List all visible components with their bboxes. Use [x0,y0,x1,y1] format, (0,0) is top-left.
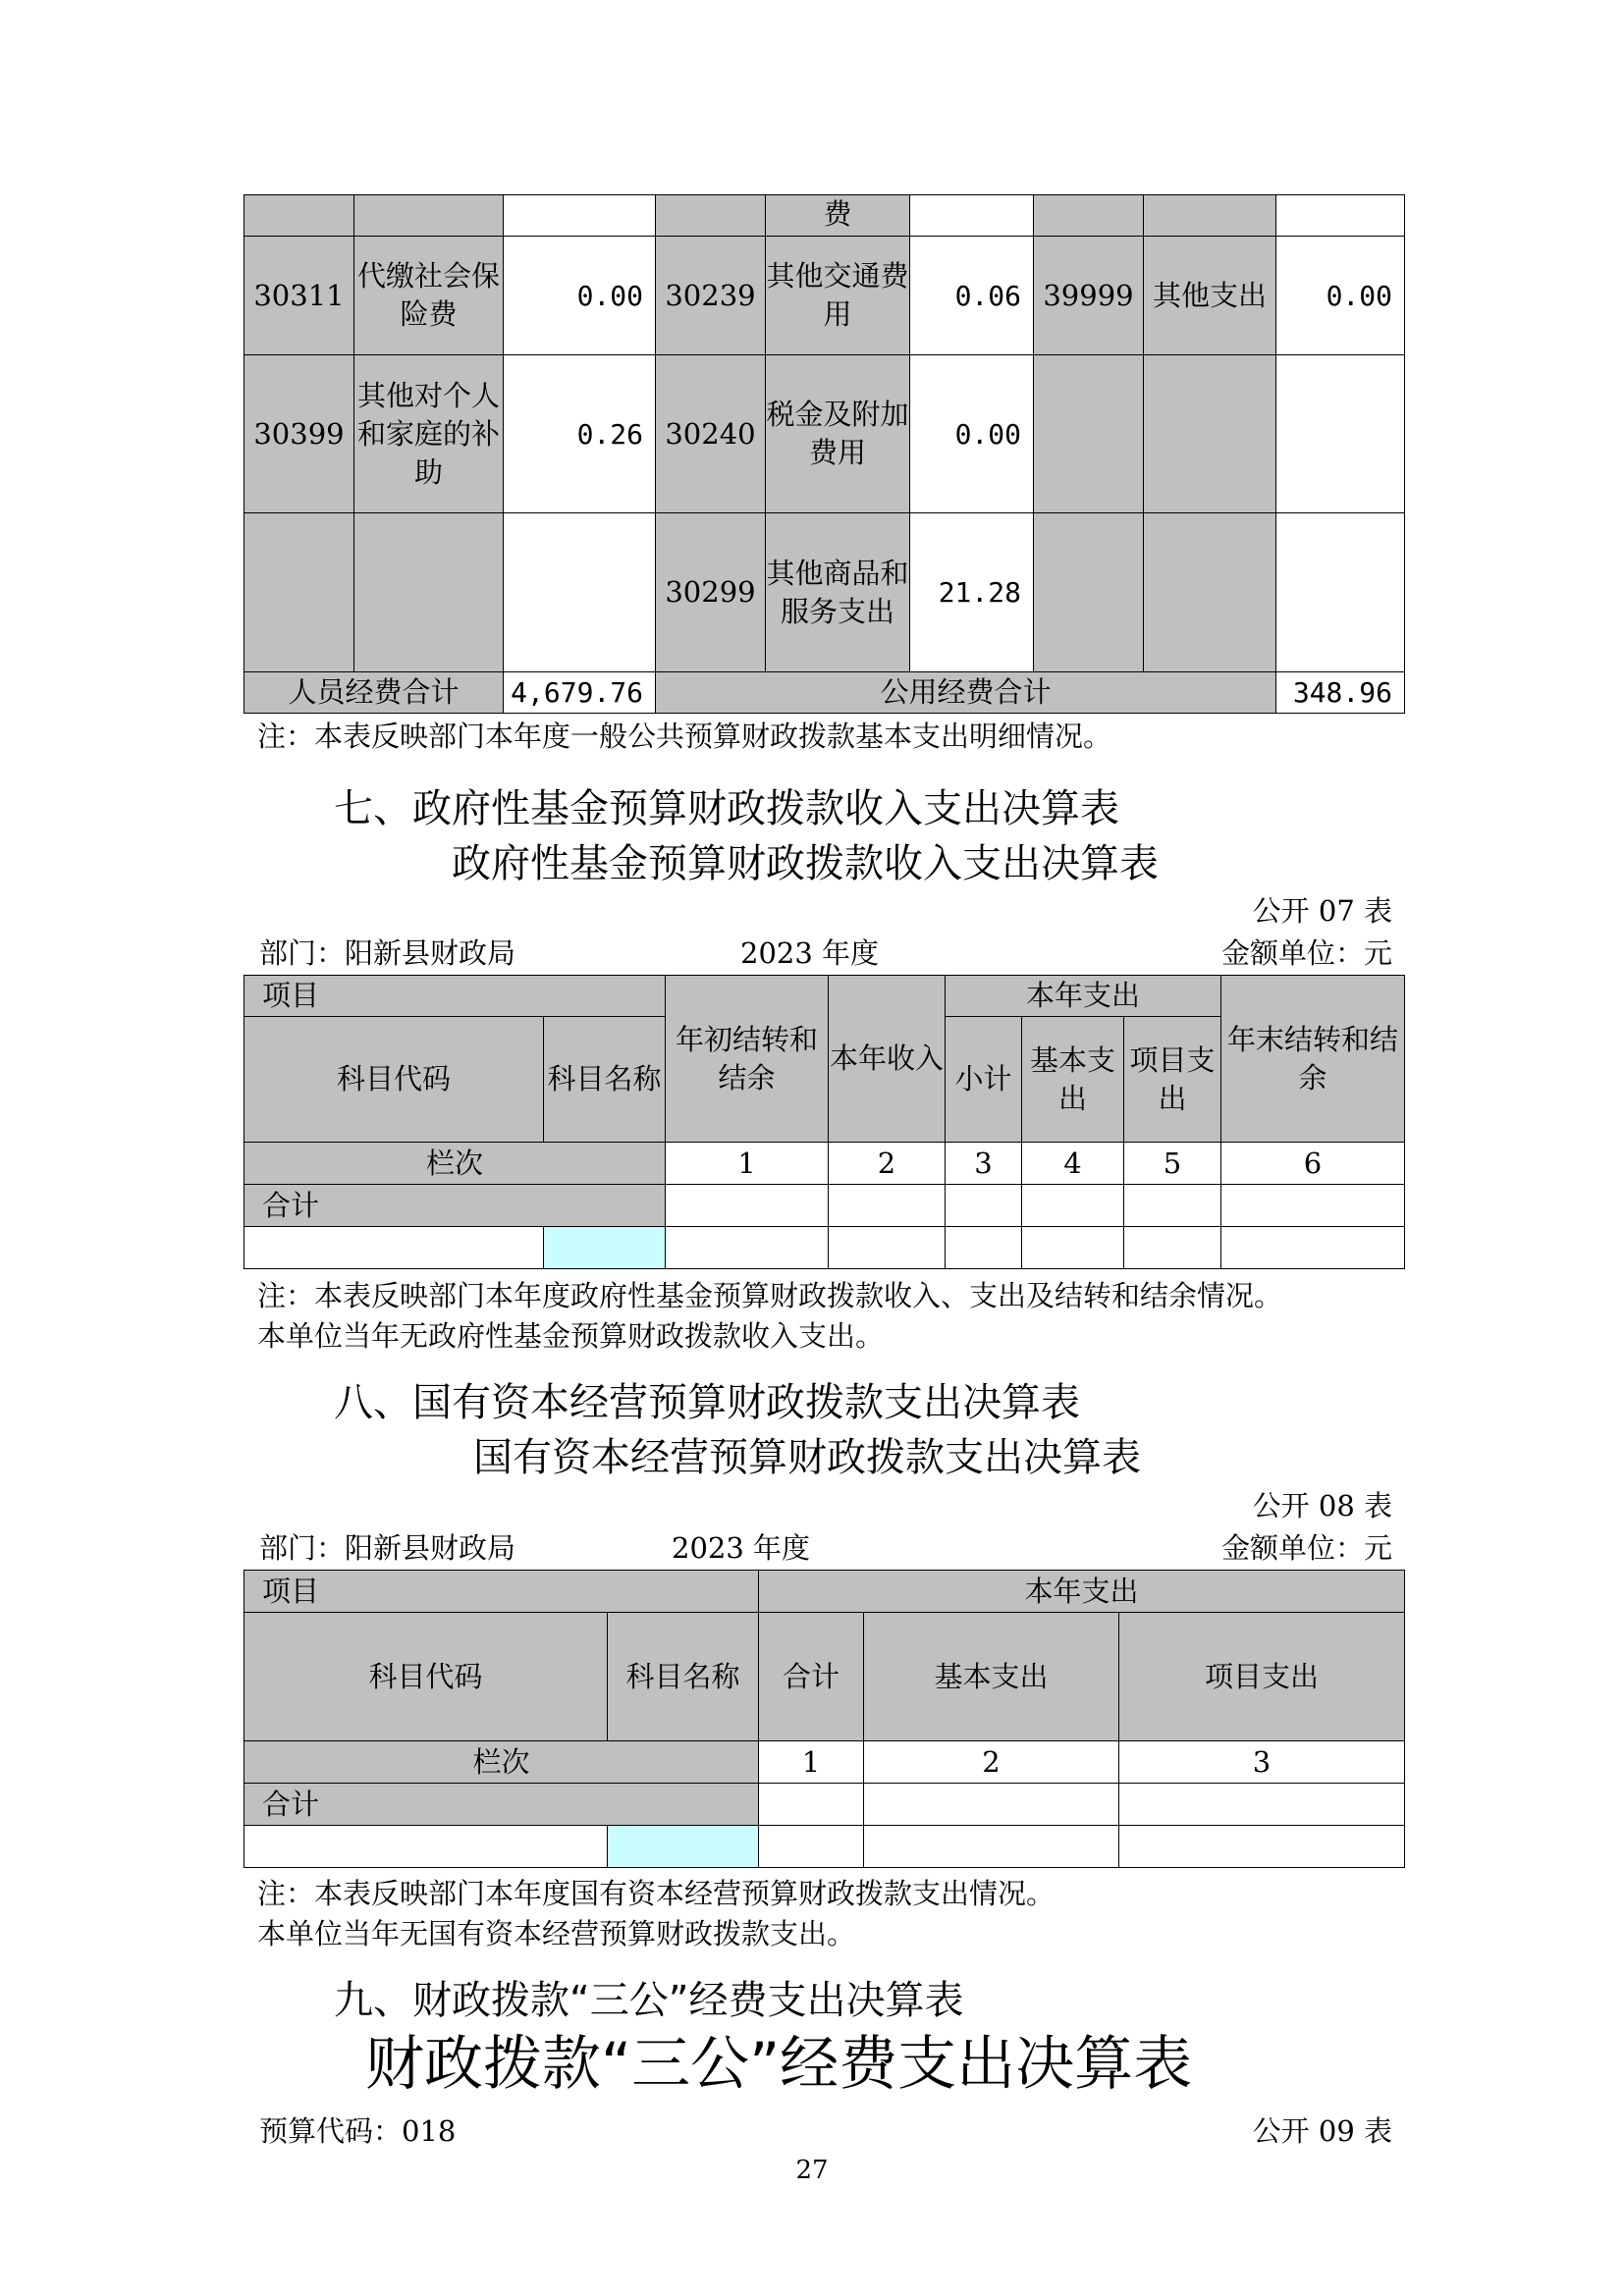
table-title: 政府性基金预算财政拨款收入支出决算表 [452,841,1159,886]
data-cell [1221,1227,1405,1269]
table-note: 注：本表反映部门本年度国有资本经营预算财政拨款支出情况。 [257,1877,1056,1910]
econ-code-cell: 30399 [244,355,354,513]
header-subtotal: 小计 [946,1017,1022,1143]
column-index: 3 [1119,1741,1405,1784]
personnel-total-label: 人员经费合计 [244,672,504,714]
amount-cell: 21.28 [910,513,1034,672]
amount-cell: 0.00 [504,237,656,355]
econ-name-cell: 税金及附加费用 [766,355,910,513]
page-number: 27 [795,2156,829,2185]
total-cell [1221,1185,1405,1227]
data-cell [829,1227,946,1269]
table-total-row [244,672,1405,714]
column-index: 2 [829,1143,946,1185]
column-index: 2 [864,1741,1119,1784]
econ-code-cell [244,195,354,237]
table-note: 注：本表反映部门本年度政府性基金预算财政拨款收入、支出及结转和结余情况。 [257,1279,1283,1312]
econ-name-cell [1144,355,1276,513]
total-cell [759,1784,864,1826]
total-label: 合计 [244,1784,759,1826]
amount-cell [1276,355,1405,513]
data-cell [244,1227,544,1269]
table-row [244,355,1405,513]
fiscal-year: 2023 年度 [672,1531,811,1565]
total-cell [864,1784,1119,1826]
public-total-value: 348.96 [1276,672,1405,714]
section-heading: 八、国有资本经营预算财政拨款支出决算表 [334,1380,1080,1425]
econ-name-cell [1144,513,1276,672]
data-cell [1124,1227,1221,1269]
table-note: 注：本表反映部门本年度一般公共预算财政拨款基本支出明细情况。 [257,720,1112,753]
data-cell [666,1227,829,1269]
column-index-label: 栏次 [244,1741,759,1784]
form-number: 公开 07 表 [1252,894,1392,928]
header-total: 合计 [759,1613,864,1741]
amount-cell: 0.06 [910,237,1034,355]
econ-name-cell: 其他商品和服务支出 [766,513,910,672]
header-income: 本年收入 [829,976,946,1143]
amount-cell: 0.00 [1276,237,1405,355]
department-label: 部门：阳新县财政局 [259,1531,516,1565]
header-closing-balance: 年末结转和结余 [1221,976,1405,1143]
total-cell [1124,1185,1221,1227]
amount-cell [504,195,656,237]
column-index: 6 [1221,1143,1405,1185]
total-cell [946,1185,1022,1227]
column-index: 3 [946,1143,1022,1185]
expenditure-detail-table [244,194,1405,714]
section-heading: 九、财政拨款“三公”经费支出决算表 [334,1978,964,2023]
header-basic: 基本支出 [1022,1017,1124,1143]
table-note: 本单位当年无政府性基金预算财政拨款收入支出。 [257,1319,885,1353]
econ-code-cell [1034,195,1144,237]
econ-code-cell [1034,513,1144,672]
data-cell [608,1826,759,1868]
gov-fund-table [244,975,1405,1269]
table-row [244,513,1405,672]
econ-name-cell: 其他对个人和家庭的补助 [354,355,504,513]
amount-cell: 0.00 [910,355,1034,513]
amount-cell [1276,513,1405,672]
budget-code: 预算代码：018 [259,2114,457,2148]
header-spending: 本年支出 [759,1571,1405,1613]
econ-code-cell: 30239 [656,237,766,355]
table-row [244,195,1405,237]
data-cell [759,1826,864,1868]
data-cell [1022,1227,1124,1269]
econ-name-cell [1144,195,1276,237]
table-title: 国有资本经营预算财政拨款支出决算表 [473,1435,1141,1480]
column-index: 1 [666,1143,829,1185]
currency-unit: 金额单位：元 [1220,936,1392,970]
table-note: 本单位当年无国有资本经营预算财政拨款支出。 [257,1917,856,1950]
column-index: 5 [1124,1143,1221,1185]
amount-cell: 0.26 [504,355,656,513]
econ-name-cell: 费 [766,195,910,237]
header-code: 科目代码 [244,1017,544,1143]
econ-name-cell [354,195,504,237]
header-basic: 基本支出 [864,1613,1119,1741]
total-cell [666,1185,829,1227]
econ-code-cell: 30299 [656,513,766,672]
department-label: 部门：阳新县财政局 [259,936,516,970]
header-name: 科目名称 [608,1613,759,1741]
data-cell [1119,1826,1405,1868]
econ-code-cell: 30311 [244,237,354,355]
section-heading: 七、政府性基金预算财政拨款收入支出决算表 [334,786,1119,831]
econ-name-cell: 代缴社会保险费 [354,237,504,355]
header-item: 项目 [244,1571,759,1613]
header-opening-balance: 年初结转和结余 [666,976,829,1143]
column-index: 4 [1022,1143,1124,1185]
table-row [244,237,1405,355]
header-project: 项目支出 [1124,1017,1221,1143]
econ-name-cell: 其他交通费用 [766,237,910,355]
column-index: 1 [759,1741,864,1784]
amount-cell [1276,195,1405,237]
data-cell [544,1227,666,1269]
total-label: 合计 [244,1185,666,1227]
amount-cell [910,195,1034,237]
econ-code-cell: 39999 [1034,237,1144,355]
header-name: 科目名称 [544,1017,666,1143]
currency-unit: 金额单位：元 [1220,1531,1392,1565]
total-cell [1119,1784,1405,1826]
econ-code-cell [1034,355,1144,513]
total-cell [829,1185,946,1227]
header-spending: 本年支出 [946,976,1221,1017]
econ-code-cell [656,195,766,237]
personnel-total-value: 4,679.76 [504,672,656,714]
column-index-label: 栏次 [244,1143,666,1185]
econ-name-cell [354,513,504,672]
fiscal-year: 2023 年度 [740,936,880,970]
header-project: 项目支出 [1119,1613,1405,1741]
form-number: 公开 08 表 [1252,1489,1392,1522]
data-cell [946,1227,1022,1269]
amount-cell [504,513,656,672]
econ-name-cell: 其他支出 [1144,237,1276,355]
public-total-label: 公用经费合计 [656,672,1276,714]
econ-code-cell: 30240 [656,355,766,513]
table-title: 财政拨款“三公”经费支出决算表 [365,2030,1193,2099]
state-capital-table [244,1570,1405,1868]
form-number: 公开 09 表 [1252,2114,1392,2148]
total-cell [1022,1185,1124,1227]
header-code: 科目代码 [244,1613,608,1741]
header-item: 项目 [244,976,666,1017]
data-cell [244,1826,608,1868]
data-cell [864,1826,1119,1868]
econ-code-cell [244,513,354,672]
